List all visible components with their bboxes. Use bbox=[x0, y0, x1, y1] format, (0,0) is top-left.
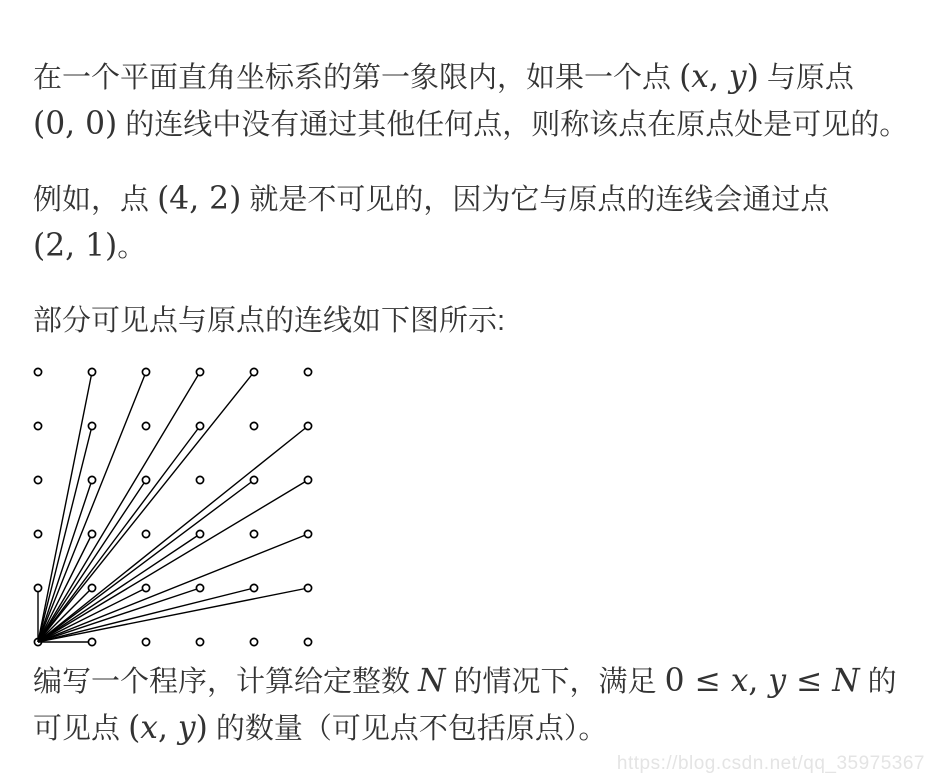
grid-point bbox=[196, 422, 203, 429]
problem-text-bottom bbox=[33, 658, 919, 752]
math-inline: (2, 1) bbox=[33, 228, 118, 264]
text-line bbox=[33, 705, 919, 752]
grid-point bbox=[34, 476, 41, 483]
grid-point bbox=[196, 530, 203, 537]
paragraph bbox=[33, 658, 919, 752]
text-line bbox=[33, 101, 919, 148]
text-run: 可见点 bbox=[33, 713, 129, 745]
text-line bbox=[33, 658, 919, 705]
text-line bbox=[33, 176, 919, 223]
grid-point bbox=[142, 476, 149, 483]
text-run: 的数量（可见点不包括原点）。 bbox=[207, 713, 608, 745]
grid-point bbox=[142, 638, 149, 645]
text-run: 。 bbox=[117, 231, 147, 263]
math-inline: (x, y) bbox=[679, 59, 759, 95]
grid-point bbox=[250, 584, 257, 591]
grid-point bbox=[34, 530, 41, 537]
grid-point bbox=[250, 530, 257, 537]
grid-point bbox=[88, 368, 95, 375]
text-line bbox=[33, 298, 919, 344]
grid-point bbox=[88, 638, 95, 645]
math-inline: (0, 0) bbox=[33, 106, 118, 142]
grid-point bbox=[304, 584, 311, 591]
diagram-container bbox=[20, 358, 919, 658]
grid-point bbox=[196, 638, 203, 645]
text-run: 就是不可见的，因为它与原点的连线会通过点 bbox=[241, 184, 830, 216]
grid-point bbox=[250, 422, 257, 429]
visibility-line bbox=[38, 372, 254, 642]
text-run: 例如，点 bbox=[33, 184, 158, 216]
grid-point bbox=[88, 584, 95, 591]
grid-point bbox=[196, 584, 203, 591]
text-run: 的连线中没有通过其他任何点，则称该点在原点处是可见的。 bbox=[117, 109, 909, 141]
grid-point bbox=[250, 476, 257, 483]
text-run: 在一个平面直角坐标系的第一象限内，如果一个点 bbox=[33, 62, 680, 94]
grid-point bbox=[34, 422, 41, 429]
math-inline: (x, y) bbox=[128, 710, 208, 746]
grid-point bbox=[142, 422, 149, 429]
visibility-line bbox=[38, 588, 254, 642]
grid-point bbox=[250, 368, 257, 375]
grid-point bbox=[88, 476, 95, 483]
lattice-diagram bbox=[20, 358, 330, 658]
grid-point bbox=[304, 422, 311, 429]
text-line bbox=[33, 223, 919, 270]
grid-point bbox=[196, 476, 203, 483]
visibility-line bbox=[38, 426, 308, 642]
grid-point bbox=[196, 368, 203, 375]
paragraph bbox=[33, 176, 919, 270]
watermark: https://blog.csdn.net/qq_35975367 bbox=[616, 753, 925, 774]
grid-point bbox=[304, 476, 311, 483]
paragraph bbox=[33, 298, 919, 344]
text-run: 与原点 bbox=[758, 62, 854, 94]
grid-point bbox=[142, 530, 149, 537]
grid-point bbox=[88, 530, 95, 537]
math-inline: N bbox=[418, 663, 446, 699]
visibility-line bbox=[38, 426, 92, 642]
grid-point bbox=[142, 584, 149, 591]
grid-point bbox=[142, 368, 149, 375]
text-run: 的 bbox=[859, 666, 897, 698]
text-run: 的情况下，满足 bbox=[445, 666, 665, 698]
grid-point bbox=[250, 638, 257, 645]
grid-point bbox=[304, 530, 311, 537]
text-run: 编写一个程序，计算给定整数 bbox=[33, 666, 419, 698]
text-line bbox=[33, 54, 919, 101]
grid-point bbox=[34, 368, 41, 375]
grid-point bbox=[88, 422, 95, 429]
grid-point bbox=[304, 638, 311, 645]
math-inline: 0 ≤ x, y ≤ N bbox=[664, 663, 860, 699]
math-inline: (4, 2) bbox=[157, 181, 242, 217]
text-run: 部分可见点与原点的连线如下图所示: bbox=[33, 305, 506, 337]
grid-point bbox=[34, 584, 41, 591]
grid-point bbox=[304, 368, 311, 375]
problem-text-top bbox=[33, 54, 919, 344]
paragraph bbox=[33, 54, 919, 148]
